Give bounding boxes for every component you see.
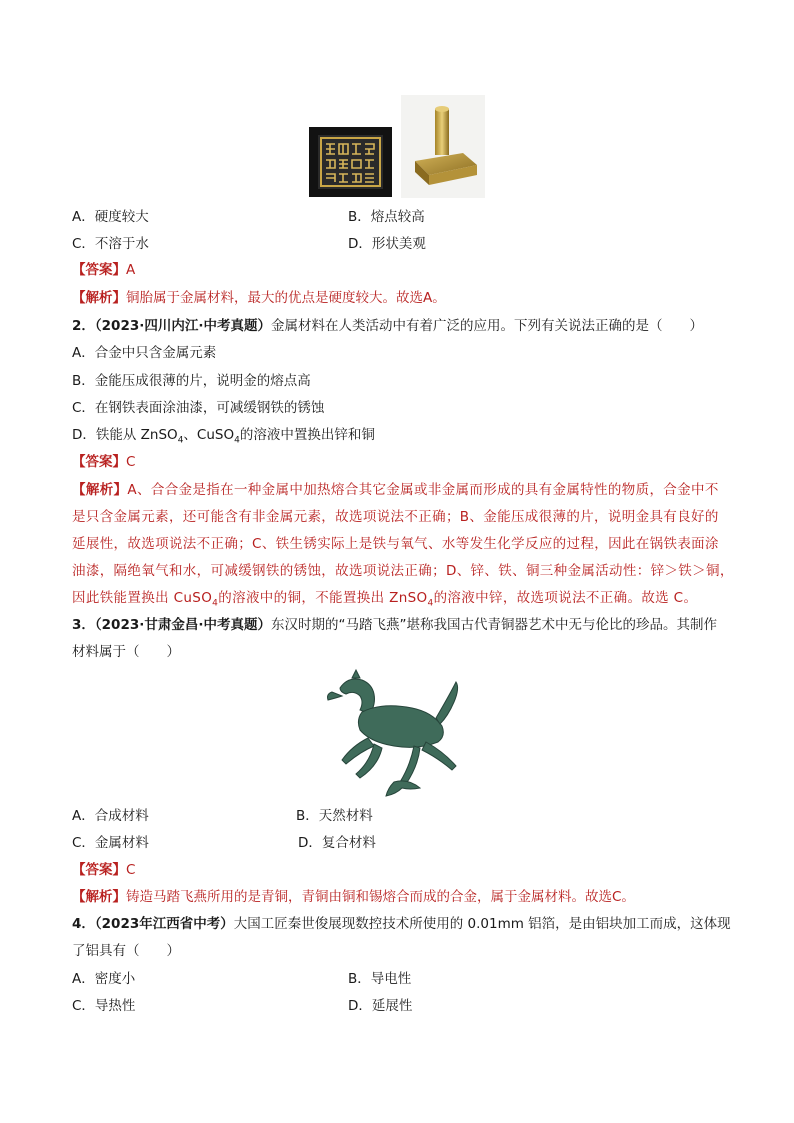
q2-analysis-line-1 <box>72 480 719 500</box>
q1-option-b: B．熔点较高 <box>348 209 425 225</box>
q1-answer <box>72 260 135 280</box>
subscript: 4 <box>212 598 219 609</box>
q3-stem-line-2: 材料属于（ ） <box>72 644 180 660</box>
question-text: 金属材料在人类活动中有着广泛的应用。下列有关说法正确的是（ ） <box>271 318 703 334</box>
answer-value: A <box>126 262 136 278</box>
q2-analysis-line-3: 延展性，故选项说法不正确；C、铁生锈实际上是铁与氧气、水等发生化学反应的过程，因此在锅铁表面涂 <box>72 536 719 552</box>
q4-option-c: C．导热性 <box>72 998 136 1014</box>
q3-option-d: D．复合材料 <box>298 835 376 851</box>
q1-analysis <box>72 288 446 308</box>
option-d-text-3: 的溶液中置换出锌和铜 <box>239 427 375 443</box>
q1-option-a: A．硬度较大 <box>72 209 149 225</box>
q4-stem-line-1 <box>72 914 731 934</box>
q3-option-b: B．天然材料 <box>296 808 373 824</box>
option-d-text-1: D．铁能从 ZnSO <box>72 427 178 443</box>
q1-option-c: C．不溶于水 <box>72 236 149 252</box>
question-source: （2023年江西省中考） <box>94 916 234 932</box>
question-number: 3． <box>72 617 95 633</box>
q2-analysis-line-2: 是只含金属元素，还可能含有非金属元素，故选项说法不正确；B、金能压成很薄的片，说明金具有良好的 <box>72 509 719 525</box>
seal-impression-image <box>309 127 392 197</box>
analysis-text: 铜胎属于金属材料，最大的优点是硬度较大。故选A。 <box>126 290 446 306</box>
q3-stem-line-1 <box>72 615 717 635</box>
question-source: （2023·甘肃金昌·中考真题） <box>94 617 271 633</box>
question-text: 大国工匠秦世俊展现数控技术所使用的 0.01mm 铝箔，是由铝块加工而成，这体现 <box>233 916 731 932</box>
question-source: （2023·四川内江·中考真题） <box>94 318 271 334</box>
q4-option-b: B．导电性 <box>348 971 412 987</box>
analysis-text-3: 的溶液中锌，故选项说法不正确。故选 C。 <box>433 590 698 606</box>
question-text: 东汉时期的“马踏飞燕”堪称我国古代青铜器艺术中无与伦比的珍品。其制作 <box>271 617 717 633</box>
answer-label: 【答案】 <box>72 262 126 278</box>
q2-answer <box>72 452 135 472</box>
analysis-text: 铸造马踏飞燕所用的是青铜，青铜由铜和锡熔合而成的合金，属于金属材料。故选C。 <box>126 889 635 905</box>
answer-label: 【答案】 <box>72 862 126 878</box>
q2-analysis-line-5 <box>72 588 697 614</box>
q2-analysis-line-4: 油漆，隔绝氧气和水，可减缓钢铁的锈蚀，故选项说法正确；D、锌、铁、铜三种金属活动性：锌＞铁＞铜， <box>72 563 734 579</box>
analysis-label: 【解析】 <box>72 889 126 905</box>
analysis-label: 【解析】 <box>72 482 128 498</box>
q3-option-a: A．合成材料 <box>72 808 149 824</box>
q4-option-a: A．密度小 <box>72 971 136 987</box>
subscript: 4 <box>177 435 184 446</box>
subscript: 4 <box>427 598 434 609</box>
analysis-text: A、合合金是指在一种金属中加热熔合其它金属或非金属而形成的具有金属特性的物质，合金中不 <box>127 482 719 498</box>
q4-option-d: D．延展性 <box>348 998 413 1014</box>
question-number: 2． <box>72 318 95 334</box>
q3-analysis <box>72 887 635 907</box>
analysis-text-2: 的溶液中的铜，不能置换出 ZnSO <box>218 590 428 606</box>
answer-value: C <box>126 862 136 878</box>
q2-option-a: A．合金中只含金属元素 <box>72 345 217 361</box>
q4-stem-line-2: 了铝具有（ ） <box>72 943 180 959</box>
option-d-text-2: 、CuSO <box>183 427 235 443</box>
q1-option-d: D．形状美观 <box>348 236 426 252</box>
q2-stem <box>72 316 703 336</box>
question-number: 4． <box>72 916 95 932</box>
subscript: 4 <box>234 435 240 446</box>
answer-value: C <box>126 454 136 470</box>
q3-answer <box>72 860 135 880</box>
analysis-label: 【解析】 <box>72 290 126 306</box>
bronze-seal-image <box>401 95 485 198</box>
q3-option-c: C．金属材料 <box>72 835 149 851</box>
analysis-text-1: 因此铁能置换出 CuSO <box>72 590 213 606</box>
q2-option-d <box>72 425 375 451</box>
q2-option-c: C．在钢铁表面涂油漆，可减缓钢铁的锈蚀 <box>72 400 325 416</box>
galloping-horse-bronze-image <box>318 668 478 804</box>
answer-label: 【答案】 <box>72 454 126 470</box>
q2-option-b: B．金能压成很薄的片，说明金的熔点高 <box>72 373 311 389</box>
